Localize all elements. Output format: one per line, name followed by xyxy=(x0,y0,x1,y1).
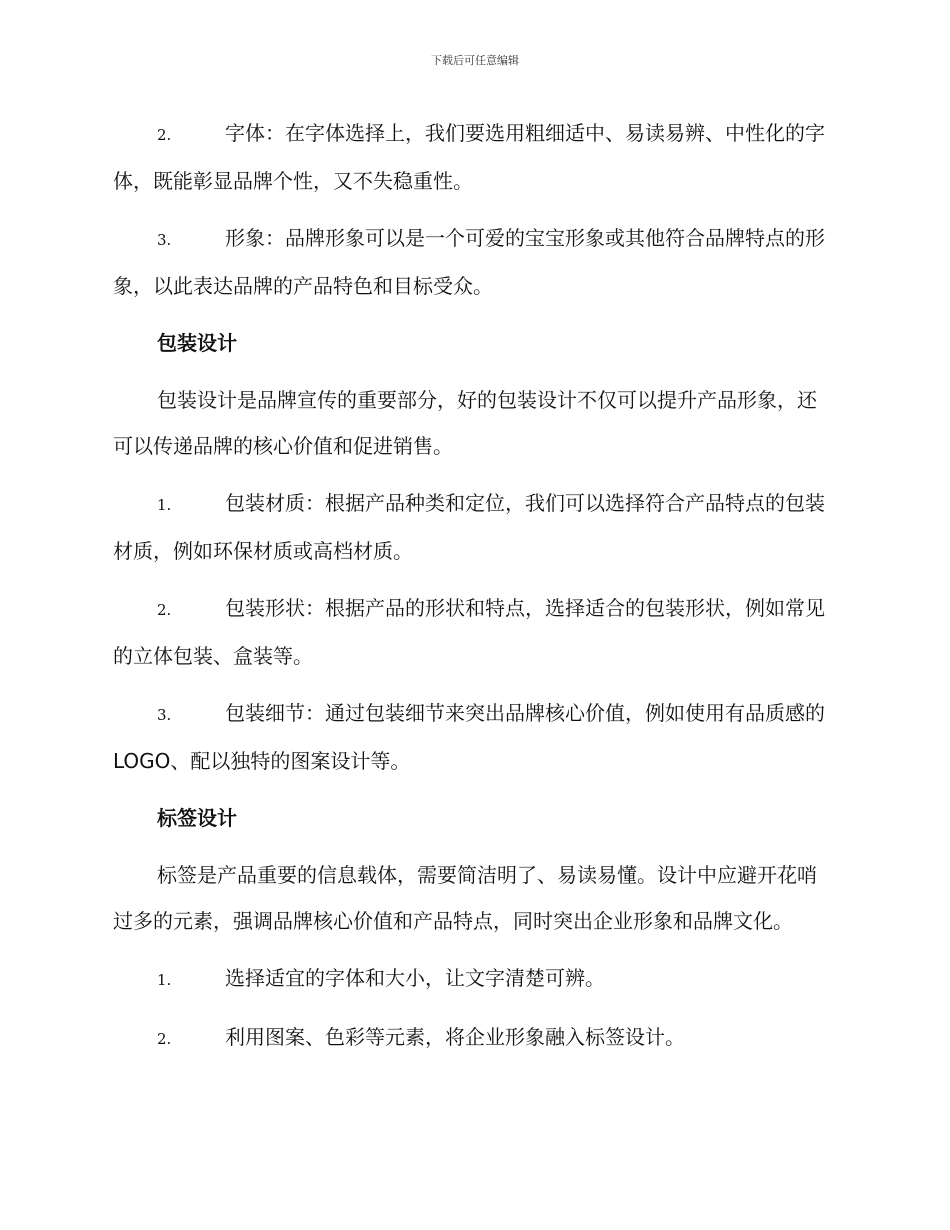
list-item-text: 包装材质：根据产品种类和定位，我们可以选择符合产品特点的包装材质，例如环保材质或高档材质。 xyxy=(113,491,825,563)
label-intro-paragraph: 标签是产品重要的信息载体，需要简洁明了、易读易懂。设计中应避开花哨过多的元素，强调品牌核心价值和产品特点，同时突出企业形象和品牌文化。 xyxy=(113,863,817,933)
list-item-text: 选择适宜的字体和大小，让文字清楚可辨。 xyxy=(225,966,605,990)
list-item-text: 包装形状：根据产品的形状和特点，选择适合的包装形状，例如常见的立体包装、盒装等。 xyxy=(113,596,825,668)
list-number: 2. xyxy=(157,601,172,619)
list-number: 1. xyxy=(157,971,172,989)
list-item-text: 包装细节：通过包装细节来突出品牌核心价值，例如使用有品质感的 LOGO、配以独特的图案设计等。 xyxy=(113,701,825,773)
section-heading-label: 标签设计 xyxy=(157,806,237,830)
list-item-packaging-shape xyxy=(113,585,833,679)
packaging-intro-paragraph: 包装设计是品牌宣传的重要部分，好的包装设计不仅可以提升产品形象，还可以传递品牌的核心价值和促进销售。 xyxy=(113,388,817,458)
list-item-image xyxy=(113,215,833,309)
list-item-text: 字体：在字体选择上，我们要选用粗细适中、易读易辨、中性化的字体，既能彰显品牌个性，又不失稳重性。 xyxy=(113,121,825,193)
list-item-font xyxy=(113,110,833,204)
list-number: 3. xyxy=(157,706,172,724)
list-item-packaging-material xyxy=(113,480,833,574)
page-header: 下载后可任意编辑 xyxy=(431,54,519,67)
list-number: 2. xyxy=(157,126,172,144)
list-number: 1. xyxy=(157,496,172,514)
list-item-label-font xyxy=(113,955,833,1003)
section-heading-packaging: 包装设计 xyxy=(157,331,237,355)
list-item-text: 利用图案、色彩等元素，将企业形象融入标签设计。 xyxy=(225,1025,685,1049)
list-number: 2. xyxy=(157,1030,172,1048)
document-body xyxy=(113,110,833,1073)
list-item-text: 形象：品牌形象可以是一个可爱的宝宝形象或其他符合品牌特点的形象，以此表达品牌的产品特色和目标受众。 xyxy=(113,226,825,298)
list-item-label-image xyxy=(113,1014,833,1062)
list-item-packaging-detail xyxy=(113,690,833,784)
list-number: 3. xyxy=(157,231,172,249)
